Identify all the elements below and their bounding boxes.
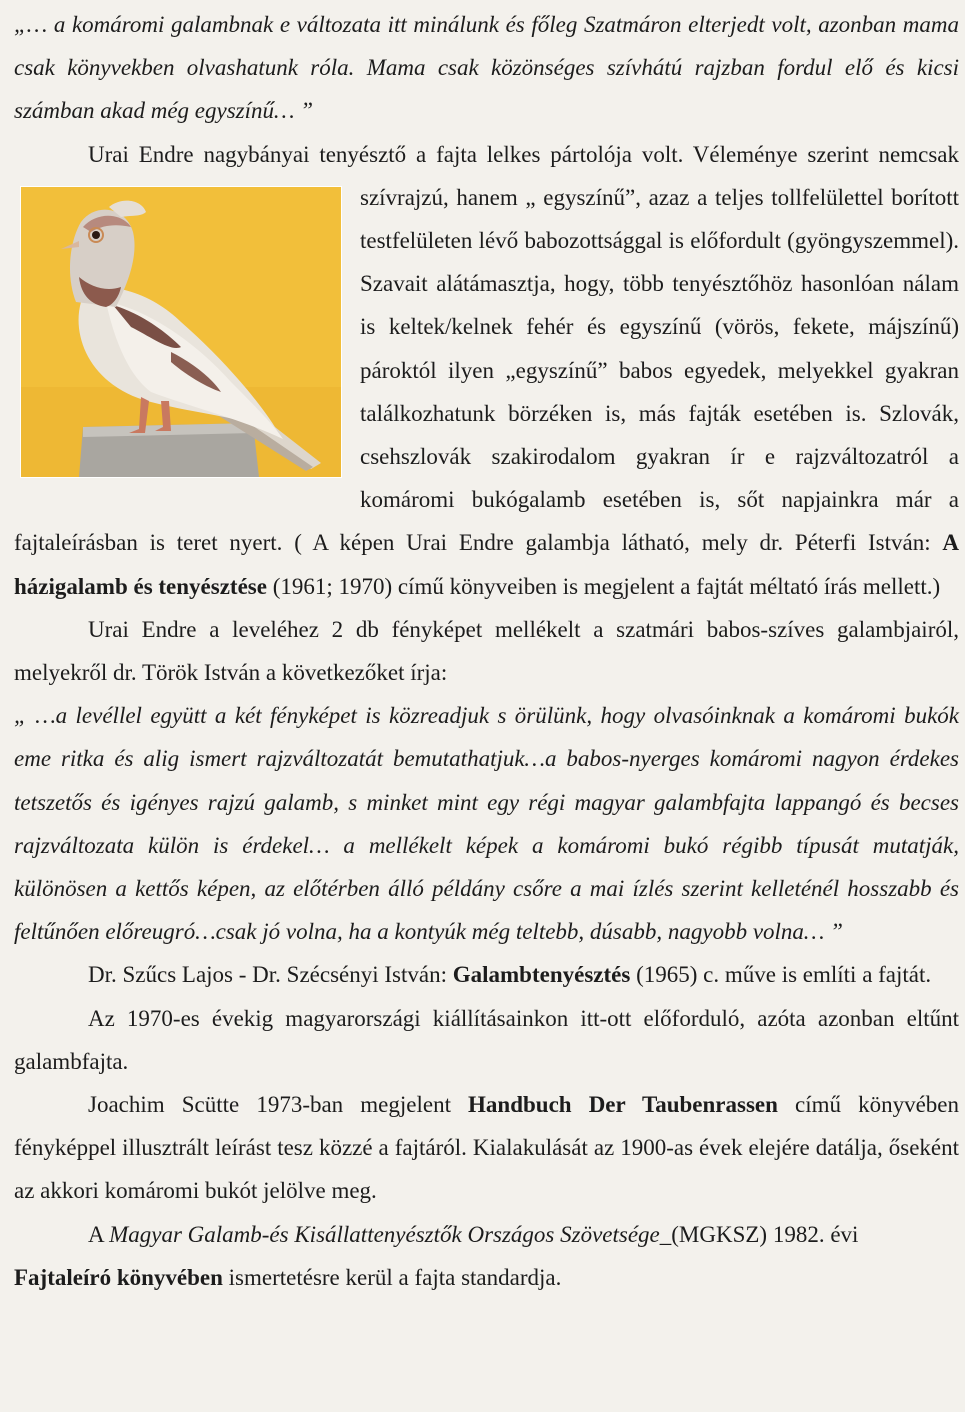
text-segment: (1961; 1970) című könyveiben is megjelent a fajtát méltató írás mellett.) <box>266 573 941 599</box>
paragraph-mgksz <box>14 1213 959 1299</box>
quote-paragraph-2: „ …a levéllel együtt a két fényképet is közreadjuk s örülünk, hogy olvasóinknak a komáromi bukók eme ritka és alig ismert rajzváltozatát bemutathatjuk…a babos-nyerges komáromi nagyon érdekes tetszetős és igényes rajzú galamb, s minket mint egy régi magyar galambfajta lappangó és becses rajzváltozata külön is érdekel… a mellékelt képek a komáromi bukó régibb típusát mutatják, különösen a kettős képen, az előtérben álló példány csőre a mai ízlés szerint kelleténél hosszabb és feltűnően előreugró…csak jó volna, ha a kontyúk még teltebb, dúsabb, nagyobb volna… ” <box>14 703 959 945</box>
organization-name: Magyar Galamb-és Kisállattenyésztők Országos Szövetsége <box>109 1221 660 1247</box>
paragraph-szucs <box>14 953 959 996</box>
book-title: Handbuch Der Taubenrassen <box>468 1092 778 1118</box>
text-segment: nemcsak szívrajzú, hanem „ egyszínű”, azaz a teljes tollfelülettel borított testfelületen lévő babozottsággal is előfordult (gyöngyszemmel). Szavait alátámasztja, hogy, több tenyésztőhöz hasonlóan nálam is keltek/kelnek fehér és egyszínű (vörös, fekete, májszínű) pároktól ilyen „egyszínű” babos egyedek, melyekkel gyakran találkozhatunk börzéken is, más fajták esetében is. Szlovák, csehszlovák szakirodalom gyakran ír e rajzváltozatról a komáromi bukógalamb esetében is, sőt napjainkra már a fajtaleírásban is teret nyert. ( A képen Urai Endre galambja látható, mely dr. Péterfi István: <box>14 141 959 556</box>
paragraph-urai-endre <box>14 133 959 608</box>
text-segment: Joachim Scütte 1973-ban megjelent <box>88 1092 469 1118</box>
paragraph-1970s: Az 1970-es évekig magyarországi kiállításainkon itt-ott előforduló, azóta azonban eltűnt galambfajta. <box>14 1005 959 1074</box>
text-segment: Urai Endre nagybányai tenyésztő a fajta lelkes pártolója volt. Véleménye szerint <box>88 141 879 167</box>
text-segment: ismertetésre kerül a fajta standardja. <box>222 1264 562 1290</box>
book-title: A házigalamb és tenyésztése <box>14 530 959 599</box>
paragraph-schutte <box>14 1083 959 1213</box>
paragraph-letter: Urai Endre a leveléhez 2 db fényképet mellékelt a szatmári babos-szíves galambjairól, melyekről dr. Török István a következőket írja: <box>14 616 959 686</box>
text-segment: című könyvében fényképpel illusztrált leírást tesz közzé a fajtáról. Kialakulását az 1900-as évek elejére datálja, őseként az akkori komáromi bukót jelölve meg. <box>14 1092 959 1204</box>
book-title: Galambtenyésztés <box>452 962 631 988</box>
pigeon-photo <box>20 186 342 478</box>
quote-paragraph-1: „… a komáromi galambnak e változata itt minálunk és főleg Szatmáron elterjedt volt, azonban mama csak könyvekben olvashatunk róla. Mama csak közönséges szívhátú rajzban fordul elő és kicsi számban akad még egyszínű… ” <box>14 12 959 124</box>
text-segment: A <box>88 1221 110 1247</box>
text-segment: (1965) c. műve is említi a fajtát. <box>630 962 932 988</box>
book-title: Fajtaleíró könyvében <box>14 1264 223 1290</box>
text-segment: Dr. Szűcs Lajos - Dr. Szécsényi István: <box>88 962 453 988</box>
pigeon-icon <box>21 187 341 477</box>
text-segment: _(MGKSZ) 1982. évi <box>659 1221 859 1247</box>
